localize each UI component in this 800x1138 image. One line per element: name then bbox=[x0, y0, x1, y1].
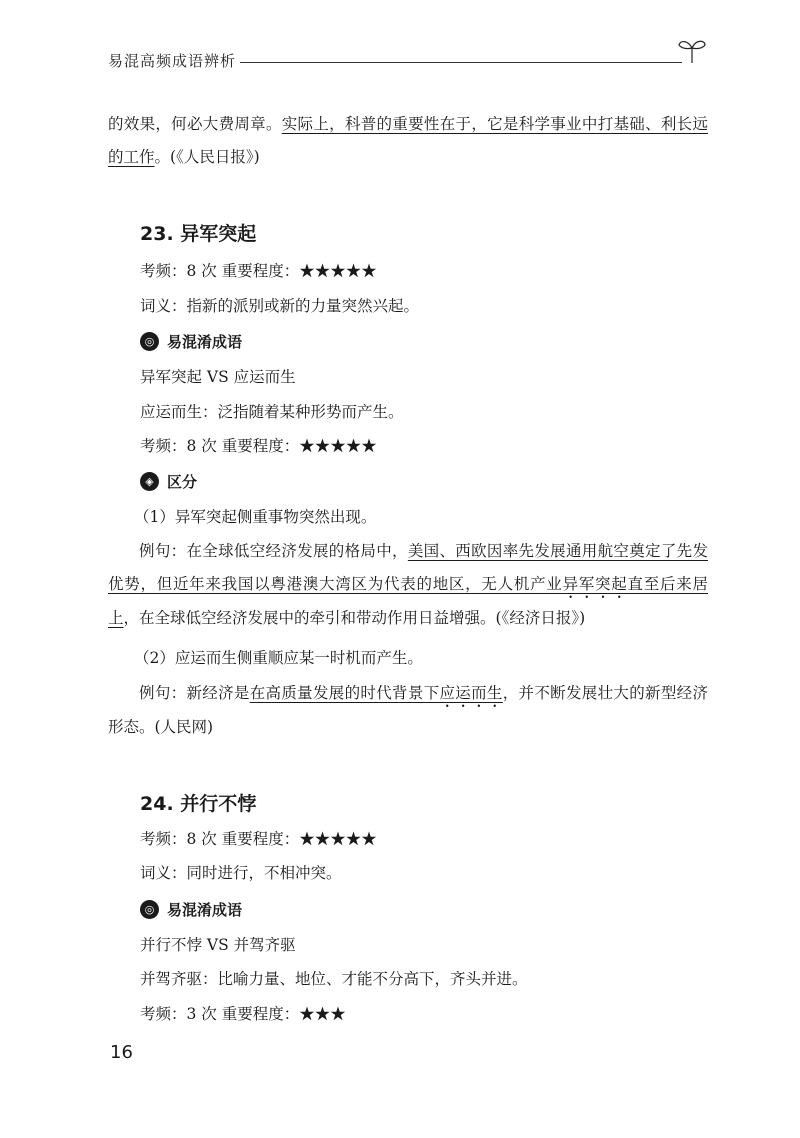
entry23-other-meaning: 应运而生：泛指随着某种形势而产生。 bbox=[140, 403, 404, 421]
intro-underlined-a: 实际上，科普的重要性在于，它是科学事业中打基础、利长 bbox=[281, 115, 693, 133]
entry23-confuse-heading-label: 易混淆成语 bbox=[167, 332, 243, 351]
entry23-confuse-heading bbox=[140, 330, 242, 352]
entry23-meaning: 词义：指新的派别或新的力量突然兴起。 bbox=[140, 297, 420, 315]
intro-underlined-b: 远的工作 bbox=[108, 115, 708, 166]
entry23-diff-heading bbox=[140, 470, 197, 492]
ex2-dotted-idiom: 应运而生 bbox=[439, 684, 503, 702]
entry24-meaning: 词义：同时进行，不相冲突。 bbox=[140, 864, 342, 882]
confuse-badge-icon: ◎ bbox=[140, 332, 159, 351]
intro-paragraph bbox=[108, 108, 708, 174]
header-title: 易混高频成语辨析 bbox=[108, 52, 237, 70]
entry23-diff-heading-label: 区分 bbox=[167, 472, 198, 491]
page-number: 16 bbox=[110, 1042, 133, 1063]
entry23-diff2: （2）应运而生侧重顺应某一时机而产生。 bbox=[134, 649, 423, 667]
ex1-dotted-idiom: 异军突起 bbox=[562, 575, 628, 593]
entry24-other-meaning: 并驾齐驱：比喻力量、地位、才能不分高下，齐头并进。 bbox=[140, 970, 528, 988]
ex2-underlined-1: 在高质量发展的时代背景下 bbox=[249, 684, 440, 702]
ex1-plain-1: 例句：在全球低空经济发展的格局中， bbox=[139, 542, 408, 560]
running-header bbox=[108, 46, 708, 76]
entry23-other-freq: 考频：8 次 重要程度：★★★★★ bbox=[140, 437, 377, 455]
diff-badge-icon: ◈ bbox=[140, 472, 159, 491]
entry24-pair: 并行不悖 VS 并驾齐驱 bbox=[140, 936, 296, 954]
ex2-plain-2: ，并不断发展壮大的新型经济形态。(人民网) bbox=[108, 684, 708, 736]
entry24-confuse-heading-label: 易混淆成语 bbox=[167, 900, 243, 919]
confuse-badge-icon: ◎ bbox=[140, 900, 159, 919]
entry23-example2 bbox=[108, 677, 708, 744]
entry23-title: 23. 异军突起 bbox=[140, 223, 257, 245]
ex1-underlined-1: 美国、西欧因率先发展通用航空奠定了先发优势，但近年来我国以粤港澳大湾区为代表的地区，无人机产业 bbox=[108, 542, 708, 593]
intro-plain: 的效果，何必大费周章。 bbox=[108, 115, 282, 133]
header-rule bbox=[240, 62, 682, 63]
entry24-title: 24. 并行不悖 bbox=[140, 793, 257, 815]
sprout-icon bbox=[676, 36, 708, 64]
entry24-confuse-heading bbox=[140, 898, 242, 920]
entry23-diff1: （1）异军突起侧重事物突然出现。 bbox=[134, 508, 377, 526]
ex2-plain-1: 例句：新经济是 bbox=[139, 684, 250, 702]
ex1-underlined-2: 直至后来居上 bbox=[108, 575, 708, 627]
intro-tail: 。(《人民日报》) bbox=[154, 148, 260, 166]
entry24-other-freq: 考频：3 次 重要程度：★★★ bbox=[140, 1005, 346, 1023]
entry24-freq: 考频：8 次 重要程度：★★★★★ bbox=[140, 830, 377, 848]
ex1-plain-2: ，在全球低空经济发展中的牵引和带动作用日益增强。(《经济日报》) bbox=[123, 609, 586, 627]
entry23-pair: 异军突起 VS 应运而生 bbox=[140, 368, 296, 386]
entry23-example1 bbox=[108, 535, 708, 635]
entry23-freq: 考频：8 次 重要程度：★★★★★ bbox=[140, 262, 377, 280]
